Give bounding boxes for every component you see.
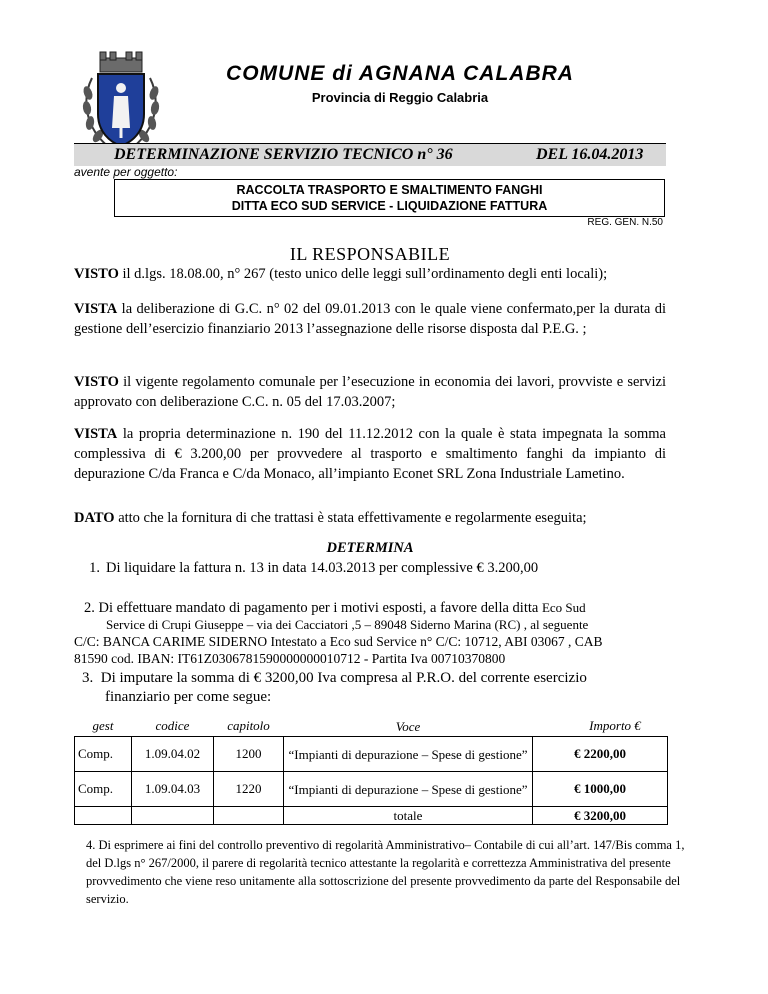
list-item: [82, 669, 682, 688]
subject-intro: avente per oggetto:: [74, 165, 178, 179]
list-item-text: Di effettuare mandato di pagamento per i motivi esposti, a favore della ditta: [98, 600, 542, 616]
municipality-title: COMUNE di AGNANA CALABRA: [226, 62, 574, 85]
table-cell: Comp.: [75, 737, 132, 772]
determination-header-bar: [74, 143, 666, 166]
column-header: Importo €: [533, 716, 668, 737]
province-subtitle: Provincia di Reggio Calabria: [311, 90, 489, 105]
table-total-row: [75, 807, 668, 825]
list-item: [84, 598, 684, 618]
table-cell: € 1000,00: [533, 772, 668, 807]
table-cell-empty: [214, 807, 284, 825]
premise-lead: VISTO: [74, 266, 119, 282]
subject-line-2: DITTA ECO SUD SERVICE - LIQUIDAZIONE FATTURA: [231, 199, 548, 213]
list-item-number: 2.: [84, 600, 95, 616]
list-item-number: 1.: [89, 560, 100, 576]
subject-line-1: RACCOLTA TRASPORTO E SMALTIMENTO FANGHI: [236, 183, 543, 197]
premise-paragraph: [74, 299, 666, 339]
determination-date: DEL 16.04.2013: [536, 146, 644, 163]
premise-text: la propria determinazione n. 190 del 11.12.2012 con la quale è stata impegnata la somma complessiva di € 3.200,00 per provvedere al trasporto e smaltimento fanghi da impianto di depurazione C/da Franca e C/da Monaco, all’impianto Econet SRL Zona Industriale Lametino.: [74, 426, 666, 482]
subject-box: [114, 179, 665, 217]
table-cell-empty: [132, 807, 214, 825]
table-cell: 1.09.04.03: [132, 772, 214, 807]
premise-lead: VISTO: [74, 374, 119, 390]
table-cell: Comp.: [75, 772, 132, 807]
table-cell: 1200: [214, 737, 284, 772]
list-item-text: Di imputare la somma di € 3200,00 Iva compresa al P.R.O. del corrente esercizio: [100, 670, 587, 686]
premise-text: il vigente regolamento comunale per l’esecuzione in economia dei lavori, provviste e servizi approvato con deliberazione C.C. n. 05 del 17.03.2007;: [74, 374, 666, 410]
premise-text: la deliberazione di G.C. n° 02 del 09.01.2013 con le quale viene confermato,per la durata di gestione dell’esercizio finanziario 2013 l’assegnazione delle risorse disposta dal P.E.G. ;: [74, 301, 666, 337]
premise-text: il d.lgs. 18.08.00, n° 267 (testo unico delle leggi sull’ordinamento degli enti locali);: [118, 266, 608, 282]
premise-paragraph: [74, 424, 666, 484]
list-item: [74, 559, 674, 578]
premise-lead: VISTA: [74, 301, 118, 317]
table-cell-empty: [75, 807, 132, 825]
premise-lead: DATO: [74, 510, 115, 526]
table-cell: € 2200,00: [533, 737, 668, 772]
column-header: codice: [132, 716, 214, 737]
list-item-line: finanziario per come segue:: [105, 689, 272, 705]
list-item-number: 3.: [82, 670, 94, 686]
budget-table: [74, 716, 668, 825]
table-cell: 1220: [214, 772, 284, 807]
determination-number: DETERMINAZIONE SERVIZIO TECNICO n° 36: [114, 146, 453, 163]
premise-paragraph: [74, 264, 666, 284]
total-value: € 3200,00: [533, 807, 668, 825]
registry-number: REG. GEN. N.50: [587, 217, 663, 228]
table-row: [75, 737, 668, 772]
table-cell: “Impianti di depurazione – Spese di gestione”: [284, 772, 533, 807]
column-header: Voce: [284, 716, 533, 737]
list-item-line: Service di Crupi Giuseppe – via dei Cacciatori ,5 – 89048 Siderno Marina (RC) , al seguente: [106, 617, 589, 632]
premise-paragraph: [74, 508, 666, 528]
list-item-line: 81590 cod. IBAN: IT61Z0306781590000000010712 - Partita Iva 00710370800: [74, 651, 506, 666]
table-cell: 1.09.04.02: [132, 737, 214, 772]
section-title-responsabile: IL RESPONSABILE: [289, 244, 451, 264]
list-item-text: Di liquidare la fattura n. 13 in data 14.03.2013 per complessive € 3.200,00: [106, 560, 539, 576]
column-header: capitolo: [214, 716, 284, 737]
column-header: gest: [75, 716, 132, 737]
premise-paragraph: [74, 372, 666, 412]
list-item-4: 4. Di esprimere ai fini del controllo preventivo di regolarità Amministrativo– Contabile di cui all’art. 147/Bis comma 1, del D.lgs n° 267/2000, il parere di regolarità tecnico attestante la regolarità e correttezza Amministrativa del presente provvedimento che viene reso unitamente alla sottoscrizione del presente provvedimento da parte del Responsabile del servizio.: [86, 838, 685, 906]
total-label: totale: [284, 807, 533, 825]
determina-heading: DETERMINA: [326, 540, 414, 556]
list-item-line: C/C: BANCA CARIME SIDERNO Intestato a Eco sud Service n° C/C: 10712, ABI 03067 , CAB: [74, 634, 603, 649]
premise-lead: VISTA: [74, 426, 118, 442]
list-item-text: Eco Sud: [541, 600, 586, 615]
table-row: [75, 772, 668, 807]
table-cell: “Impianti di depurazione – Spese di gestione”: [284, 737, 533, 772]
premise-text: atto che la fornitura di che trattasi è stata effettivamente e regolarmente eseguita;: [114, 510, 587, 526]
table-header-row: [75, 716, 668, 737]
